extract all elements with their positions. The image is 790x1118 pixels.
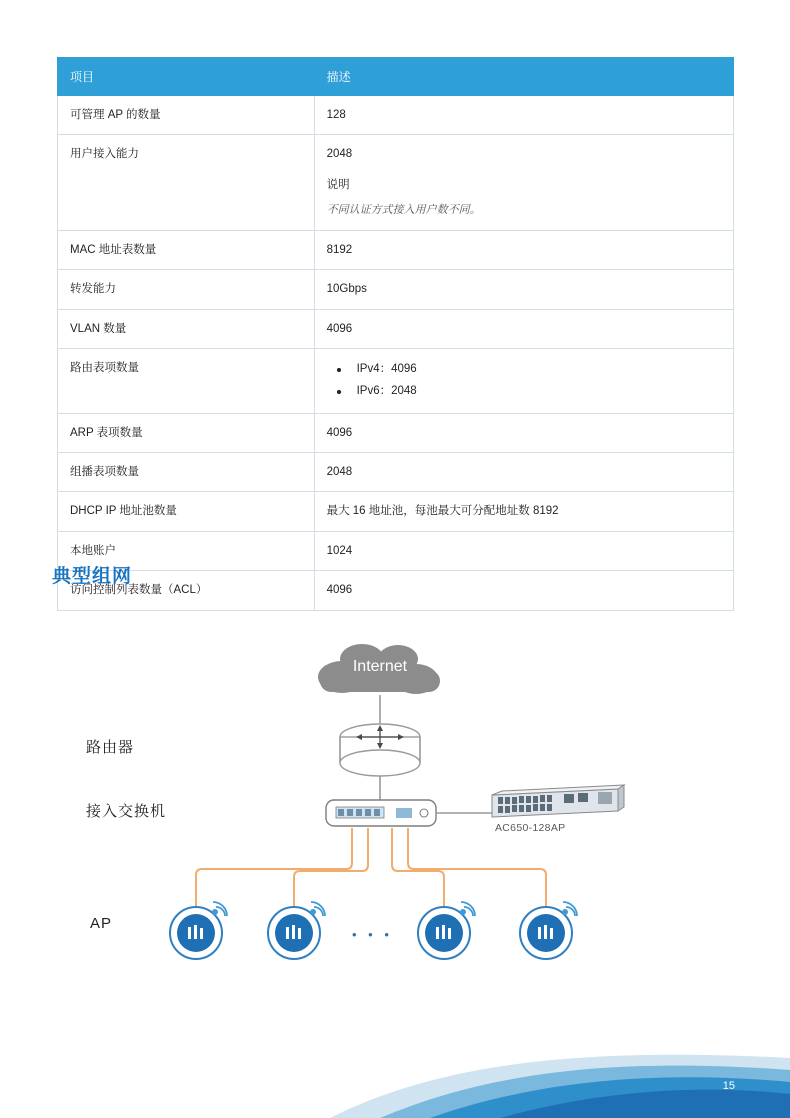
- cell-description: 8192: [314, 230, 733, 269]
- table-header: [58, 58, 734, 96]
- cell-description: 128: [314, 96, 733, 135]
- table-row: [58, 571, 734, 610]
- cell-item: 转发能力: [58, 270, 315, 309]
- bullet-list: [327, 359, 721, 403]
- cell-item: 本地账户: [58, 531, 315, 570]
- table-row: [58, 96, 734, 135]
- diagram-label-switch: 接入交换机: [86, 803, 167, 820]
- cell-item: 路由表项数量: [58, 348, 315, 413]
- cell-description: [314, 348, 733, 413]
- diagram-label-ap: AP: [90, 915, 113, 932]
- table-row: [58, 348, 734, 413]
- ac-device-caption: AC650-128AP: [495, 822, 566, 834]
- cell-description: 最大 16 地址池，每池最大可分配地址数 8192: [314, 492, 733, 531]
- column-header-item: 项目: [58, 58, 315, 96]
- ap-ellipsis: • • •: [352, 927, 393, 942]
- ap-device-1: [170, 902, 227, 959]
- network-topology-diagram: [52, 615, 742, 995]
- footer-wave-decoration: [0, 1038, 790, 1118]
- cell-item: 可管理 AP 的数量: [58, 96, 315, 135]
- router-icon: [340, 724, 420, 776]
- ap-device-3: [418, 902, 475, 959]
- table-row: [58, 453, 734, 492]
- column-header-description: 描述: [314, 58, 733, 96]
- access-switch-icon: [326, 800, 436, 826]
- cell-description: 10Gbps: [314, 270, 733, 309]
- ap-device-4: [520, 902, 577, 959]
- specification-table: [57, 57, 734, 611]
- cell-value: 2048: [326, 148, 353, 161]
- cell-description: 4096: [314, 413, 733, 452]
- internet-cloud-label: Internet: [352, 658, 408, 675]
- cell-description: 2048: [314, 453, 733, 492]
- cell-description: 4096: [314, 309, 733, 348]
- table-row: [58, 413, 734, 452]
- cell-description: 1024: [314, 531, 733, 570]
- cell-description: [314, 135, 733, 230]
- list-item: IPv6：2048: [327, 381, 721, 403]
- list-item: IPv4：4096: [327, 359, 721, 381]
- note-label: 说明: [326, 178, 350, 191]
- cell-item: 组播表项数量: [58, 453, 315, 492]
- table-body: [58, 96, 734, 611]
- cell-item: 访问控制列表数量（ACL）: [58, 571, 315, 610]
- note-text: 不同认证方式接入用户数不同。: [326, 204, 481, 217]
- page-number: 15: [722, 1080, 735, 1092]
- ap-device-2: [268, 902, 325, 959]
- table-row: [58, 492, 734, 531]
- cell-item: 用户接入能力: [58, 135, 315, 230]
- table-row: [58, 531, 734, 570]
- section-heading: 典型组网: [52, 566, 133, 587]
- cell-item: VLAN 数量: [58, 309, 315, 348]
- diagram-label-router: 路由器: [86, 739, 135, 756]
- table-row: [58, 135, 734, 230]
- cell-description: 4096: [314, 571, 733, 610]
- table-row: [58, 309, 734, 348]
- cell-item: DHCP IP 地址池数量: [58, 492, 315, 531]
- table-header-row: [58, 58, 734, 96]
- cell-item: ARP 表项数量: [58, 413, 315, 452]
- ac-controller-icon: [492, 785, 624, 817]
- link-switch-aps: [196, 828, 546, 907]
- cell-item: MAC 地址表数量: [58, 230, 315, 269]
- table-row: [58, 270, 734, 309]
- table-row: [58, 230, 734, 269]
